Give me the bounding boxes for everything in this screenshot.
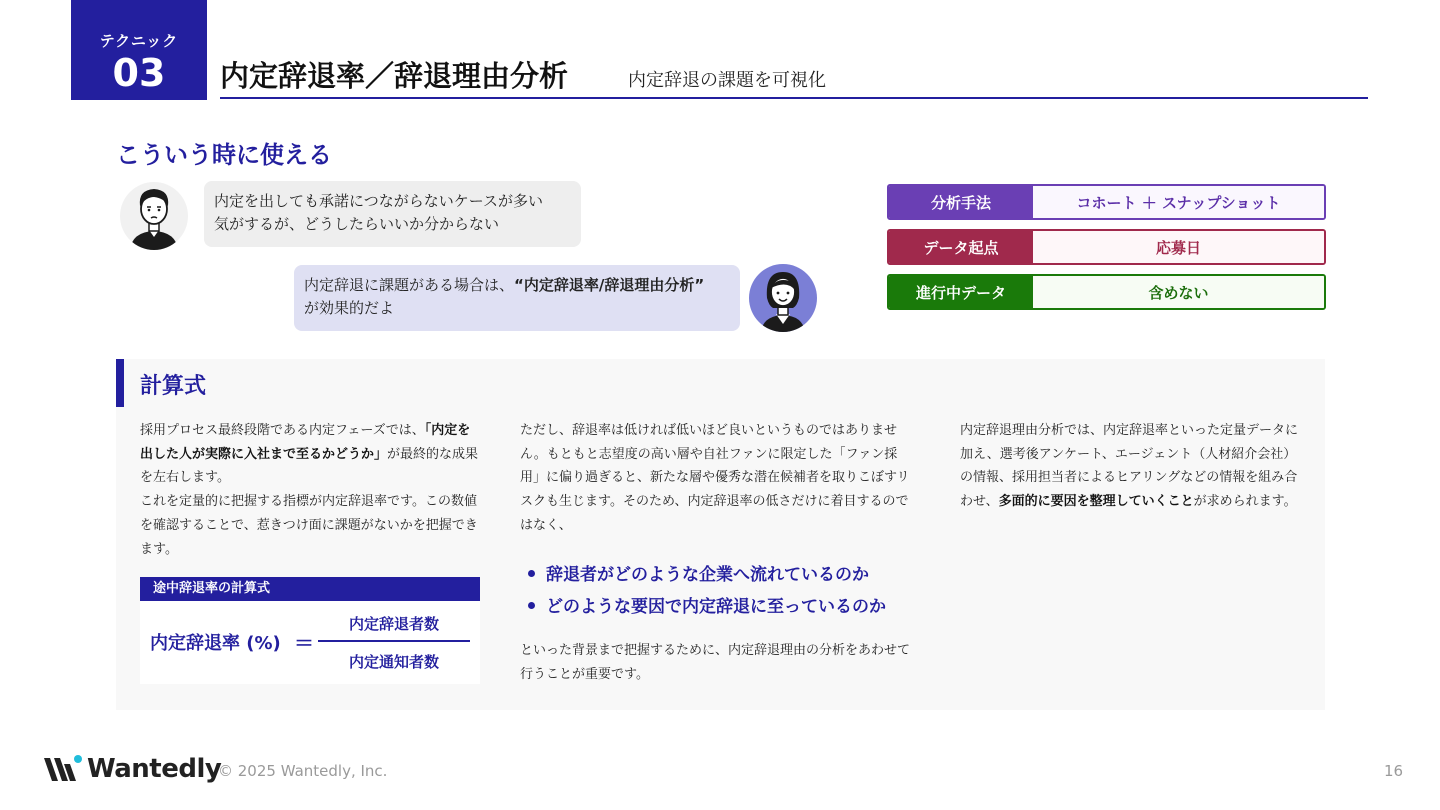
title-underline [220, 97, 1368, 99]
question-bubble [204, 181, 581, 247]
equals-sign: ＝ [294, 631, 314, 655]
tag-key: 進行中データ [889, 276, 1033, 308]
tag-in-progress-data [887, 274, 1326, 310]
answer-prefix: 内定辞退に課題がある場合は、 [304, 276, 515, 294]
list-item: どのような要因で内定辞退に至っているのか [528, 591, 886, 623]
answer-bold: “内定辞退率/辞退理由分析” [514, 276, 705, 294]
formula-box-header: 途中辞退率の計算式 [140, 577, 480, 601]
question-line-2: 気がするが、どうしたらいいか分からない [214, 215, 500, 233]
tag-data-origin [887, 229, 1326, 265]
tag-value: コホート ＋ スナップショット [1033, 186, 1324, 218]
answer-bubble [294, 265, 740, 331]
formula-numerator: 内定辞退者数 [348, 615, 439, 633]
column-3-text [960, 419, 1302, 514]
page-title: 内定辞退率／辞退理由分析 [220, 59, 569, 93]
col3-text-a: 内定辞退理由分析では、内定辞退率といった定量データに加え、選考後アンケート、エージェント（人材紹介会社）の情報、採用担当者によるヒアリングなどの情報を組み合わせ、 [960, 423, 1299, 510]
wantedly-logo [43, 754, 221, 784]
technique-badge [71, 0, 207, 100]
logo-wordmark: Wantedly [87, 754, 222, 784]
usecase-heading: こういう時に使える [116, 141, 332, 169]
col1-paragraph-2: これを定量的に把握する指標が内定辞退率です。この数値を確認することで、惹きつけ面に課題がないかを把握できます。 [140, 494, 478, 557]
column-2-text: ただし、辞退率は低ければ低いほど良いというものではありません。もともと志望度の高い層や自社ファンに限定した「ファン採用」に偏り過ぎると、新たな層や優秀な潜在候補者を取りこぼすリスクも生じます。そのため、内定辞退率の低さだけに着目するのではなく、 [520, 423, 910, 533]
col1-text-a: 採用プロセス最終段階である内定フェーズでは、 [140, 423, 425, 438]
formula-box [140, 577, 480, 684]
col1-text-b: が最終的な成果を左右します。 [140, 446, 479, 486]
col3-text-bold: 多面的に要因を整理していくこと [998, 494, 1194, 510]
tag-value: 含めない [1033, 276, 1324, 308]
tag-analysis-method [887, 184, 1326, 220]
technique-number: 03 [112, 51, 166, 95]
list-item: 辞退者がどのような企業へ流れているのか [528, 559, 886, 591]
column-2-closing-text: といった背景まで把握するために、内定辞退理由の分析をあわせて行うことが重要です。 [520, 643, 911, 682]
copyright: © 2025 Wantedly, Inc. [218, 762, 388, 780]
bullet-dot-icon [528, 602, 535, 609]
column-1-text [140, 419, 480, 561]
technique-label: テクニック [99, 32, 179, 50]
col1-text-bold: 「内定を出した人が実際に入社まで至るかどうか」 [140, 423, 471, 462]
question-line-1: 内定を出しても承諾につながらないケースが多い [214, 192, 543, 210]
bullet-dot-icon [528, 570, 535, 577]
tag-value: 応募日 [1033, 231, 1324, 263]
page-subtitle: 内定辞退の課題を可視化 [628, 70, 826, 91]
male-avatar-icon [120, 182, 188, 250]
formula-lhs [150, 629, 281, 655]
fraction-line [318, 640, 470, 642]
formula-heading: 計算式 [140, 374, 207, 399]
tag-key: データ起点 [889, 231, 1033, 263]
page-number: 16 [1384, 762, 1404, 780]
answer-line-2: が効果的だよ [304, 299, 395, 317]
formula-lhs-label: 内定辞退率 (%) [150, 633, 281, 654]
formula-denominator: 内定通知者数 [348, 653, 439, 671]
tag-key: 分析手法 [889, 186, 1033, 218]
female-avatar-icon [749, 264, 817, 332]
wantedly-w-icon [43, 754, 83, 784]
col3-text-b: が求められます。 [1193, 494, 1297, 510]
heading-accent-bar [116, 359, 124, 407]
reason-bullet-list [528, 559, 886, 623]
